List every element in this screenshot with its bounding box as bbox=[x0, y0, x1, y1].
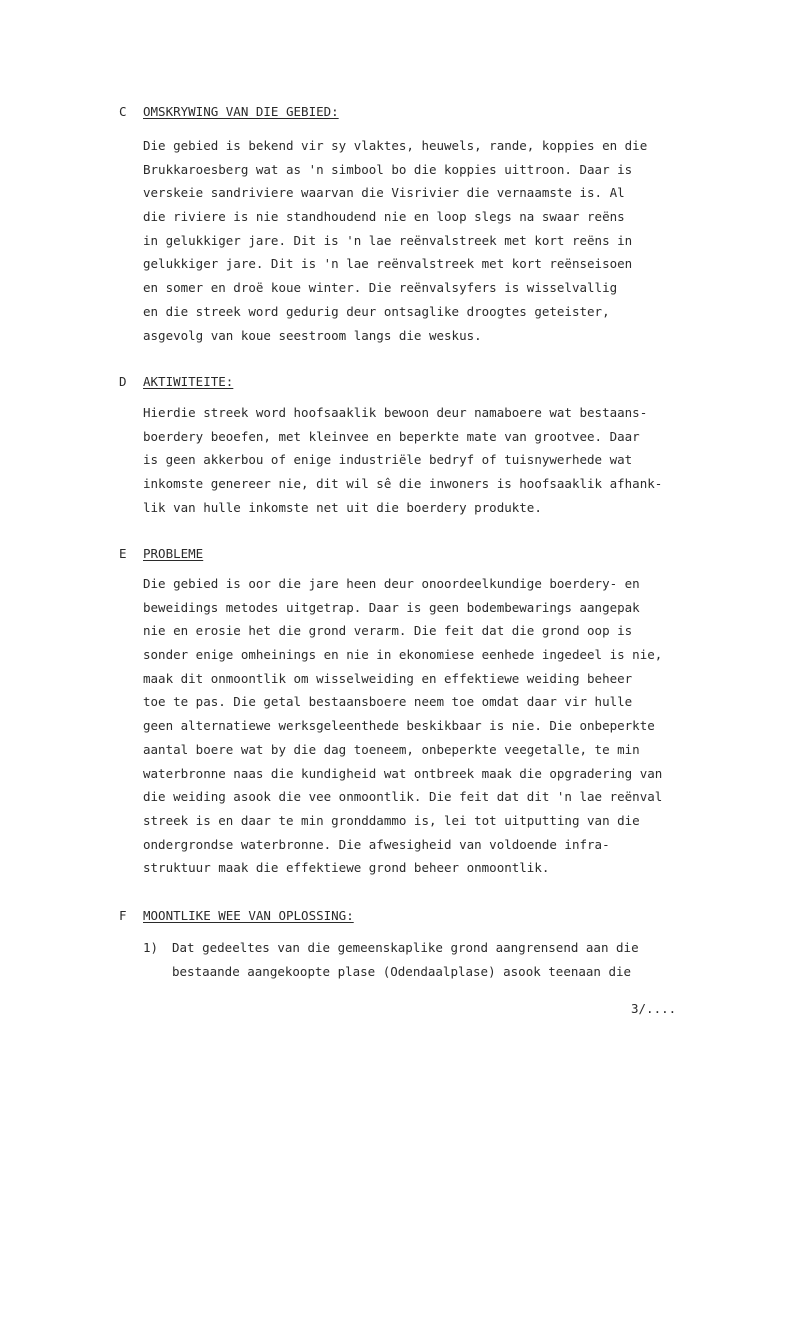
section-letter: E bbox=[119, 546, 127, 561]
text-line: nie en erosie het die grond verarm. Die feit dat die grond oop is bbox=[143, 623, 633, 639]
section-heading: AKTIWITEITE: bbox=[143, 374, 234, 389]
text-line: bestaande aangekoopte plase (Odendaalplase) asook teenaan die bbox=[172, 963, 632, 979]
page-number: 3/.... bbox=[631, 1001, 677, 1016]
text-line: is geen akkerbou of enige industriële bedryf of tuisnywerhede wat bbox=[143, 452, 633, 468]
text-line: aantal boere wat by die dag toeneem, onbeperkte veegetalle, te min bbox=[143, 741, 640, 757]
section-heading: MOONTLIKE WEE VAN OPLOSSING: bbox=[143, 908, 354, 923]
section-body bbox=[143, 134, 703, 347]
text-line: en die streek word gedurig deur ontsaglike droogtes geteister, bbox=[143, 303, 610, 319]
section-letter: F bbox=[119, 908, 127, 923]
text-line: beweidings metodes uitgetrap. Daar is geen bodembewarings aangepak bbox=[143, 599, 640, 615]
text-line: Dat gedeeltes van die gemeenskaplike grond aangrensend aan die bbox=[172, 940, 639, 955]
section-body bbox=[143, 401, 703, 519]
text-line: verskeie sandriviere waarvan die Visrivier die vernaamste is. Al bbox=[143, 185, 625, 201]
text-line: boerdery beoefen, met kleinvee en beperkte mate van grootvee. Daar bbox=[143, 428, 640, 444]
text-line: Die gebied is bekend vir sy vlaktes, heuwels, rande, koppies en die bbox=[143, 138, 648, 153]
text-line: en somer en droë koue winter. Die reënvalsyfers is wisselvallig bbox=[143, 280, 618, 296]
text-line: maak dit onmoontlik om wisselweiding en effektiewe weiding beheer bbox=[143, 670, 633, 686]
section-body bbox=[143, 572, 703, 880]
text-line: struktuur maak die effektiewe grond beheer onmoontlik. bbox=[143, 860, 550, 876]
text-line: asgevolg van koue seestroom langs die weskus. bbox=[143, 327, 482, 343]
section-letter: C bbox=[119, 104, 127, 119]
text-line: gelukkiger jare. Dit is 'n lae reënvalstreek met kort reënseisoen bbox=[143, 256, 633, 272]
section-heading: PROBLEME bbox=[143, 546, 204, 561]
text-line: geen alternatiewe werksgeleenthede beskikbaar is nie. Die onbeperkte bbox=[143, 718, 655, 734]
text-line: sonder enige omheinings en nie in ekonomiese eenhede ingedeel is nie, bbox=[143, 647, 663, 663]
text-line: in gelukkiger jare. Dit is 'n lae reënvalstreek met kort reëns in bbox=[143, 232, 633, 248]
text-line: lik van hulle inkomste net uit die boerdery produkte. bbox=[143, 499, 542, 515]
section-letter: D bbox=[119, 374, 127, 389]
text-line: die weiding asook die vee onmoontlik. Die feit dat dit 'n lae reënval bbox=[143, 789, 663, 805]
text-line: die riviere is nie standhoudend nie en loop slegs na swaar reëns bbox=[143, 209, 625, 225]
text-line: toe te pas. Die getal bestaansboere neem toe omdat daar vir hulle bbox=[143, 694, 633, 710]
text-line: waterbronne naas die kundigheid wat ontbreek maak die opgradering van bbox=[143, 765, 663, 781]
text-line: Hierdie streek word hoofsaaklik bewoon deur namaboere wat bestaans- bbox=[143, 405, 648, 420]
text-line: ondergrondse waterbronne. Die afwesigheid van voldoende infra- bbox=[143, 836, 610, 852]
text-line: inkomste genereer nie, dit wil sê die inwoners is hoofsaaklik afhank- bbox=[143, 476, 663, 492]
text-line: streek is en daar te min gronddammo is, lei tot uitputting van die bbox=[143, 812, 640, 828]
text-line: Die gebied is oor die jare heen deur onoordeelkundige boerdery- en bbox=[143, 576, 640, 591]
section-heading: OMSKRYWING VAN DIE GEBIED: bbox=[143, 104, 339, 119]
list-item-number: 1) bbox=[143, 940, 159, 955]
list-item-body bbox=[172, 936, 692, 983]
text-line: Brukkaroesberg wat as 'n simbool bo die koppies uittroon. Daar is bbox=[143, 161, 633, 177]
